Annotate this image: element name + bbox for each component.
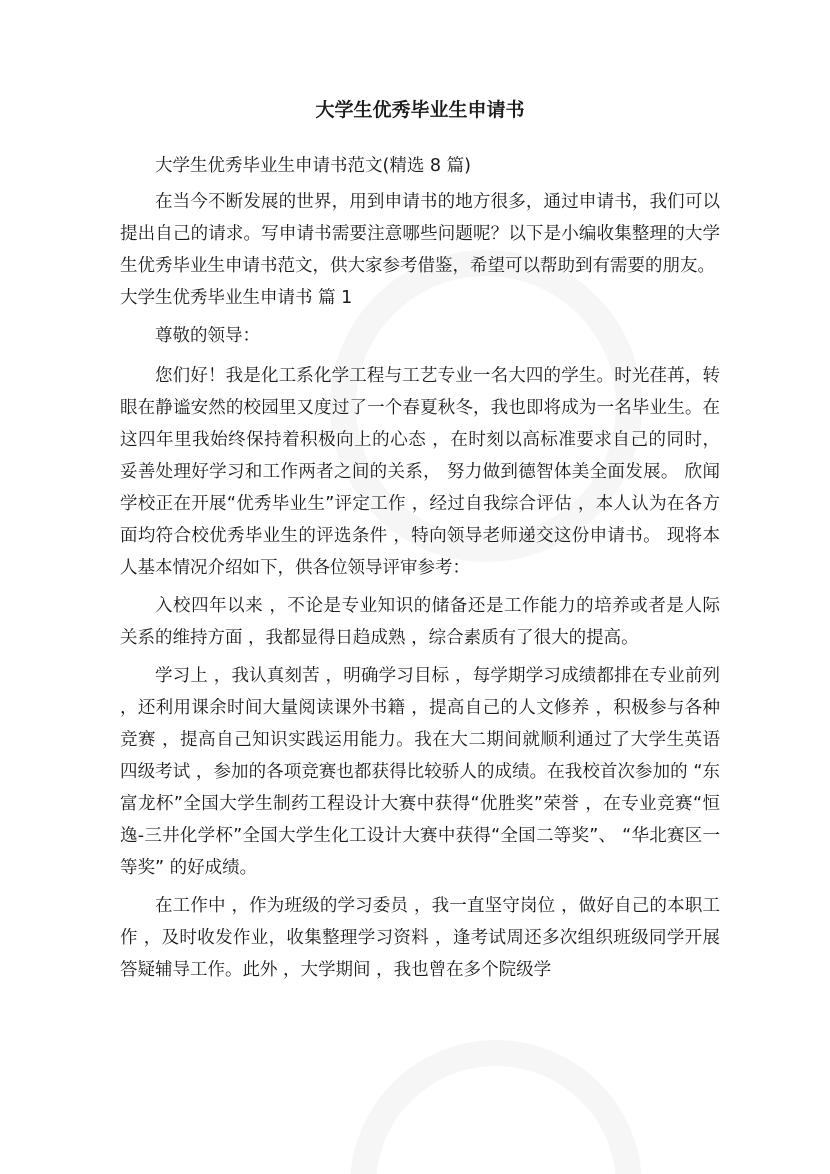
intro-paragraph: 在当今不断发展的世界，用到申请书的地方很多，通过申请书，我们可以提出自己的请求。写申请书需要注意哪些问题呢？以下是小编收集整理的大学生优秀毕业生申请书范文，供大家参考借鉴，希望可以帮助到有需要的朋友。 (120, 192, 720, 276)
section-heading: 大学生优秀毕业生申请书 篇 1 (120, 288, 353, 308)
document-content (120, 96, 720, 986)
watermark-circle (293, 983, 700, 1174)
body-paragraph: 在工作中 ，作为班级的学习委员 ，我一直坚守岗位 ，做好自己的本职工作 ，及时收发作业，收集整理学习资料 ，逢考试周还多次组织班级同学开展答疑辅导工作。此外 ，大学期间 ，我也曾在多个院级学 (120, 896, 720, 980)
salutation: 尊敬的领导： (155, 326, 260, 346)
document-title: 大学生优秀毕业生申请书 (315, 99, 525, 121)
body-paragraph: 学习上 ，我认真刻苦 ，明确学习目标 ，每学期学习成绩都排在专业前列 ，还利用课余时间大量阅读课外书籍 ，提高自己的人文修养 ，积极参与各种竞赛 ，提高自己知识实践运用能力。我在大二期间就顺利通过了大学生英语四级考试 ，参加的各项竞赛也都获得比较骄人的成绩。在我校首次参加的 “东富龙杯”全国大学生制药工程设计大赛中获得“优胜奖”荣誉 ，在专业竞赛“恒逸-三井化学杯”全国大学生化工设计大赛中获得“全国二等奖”、 “华北赛区一等奖” 的好成绩。 (120, 666, 720, 878)
document-subtitle: 大学生优秀毕业生申请书范文(精选 8 篇) (155, 156, 471, 176)
body-paragraph: 入校四年以来 ，不论是专业知识的储备还是工作能力的培养或者是人际关系的维持方面 ，我都显得日趋成熟 ，综合素质有了很大的提高。 (120, 596, 720, 648)
body-paragraph: 您们好！我是化工系化学工程与工艺专业一名大四的学生。时光荏苒，转眼在静谧安然的校园里又度过了一个春夏秋冬，我也即将成为一名毕业生。在这四年里我始终保持着积极向上的心态 ，在时刻以高标准要求自己的同时， 妥善处理好学习和工作两者之间的关系， 努力做到德智体美全面发展。 欣闻学校正在开展“优秀毕业生”评定工作 ，经过自我综合评估 ，本人认为在各方面均符合校优秀毕业生的评选条件 ，特向领导老师递交这份申请书。 现将本人基本情况介绍如下，供各位领导评审参考： (120, 366, 720, 578)
